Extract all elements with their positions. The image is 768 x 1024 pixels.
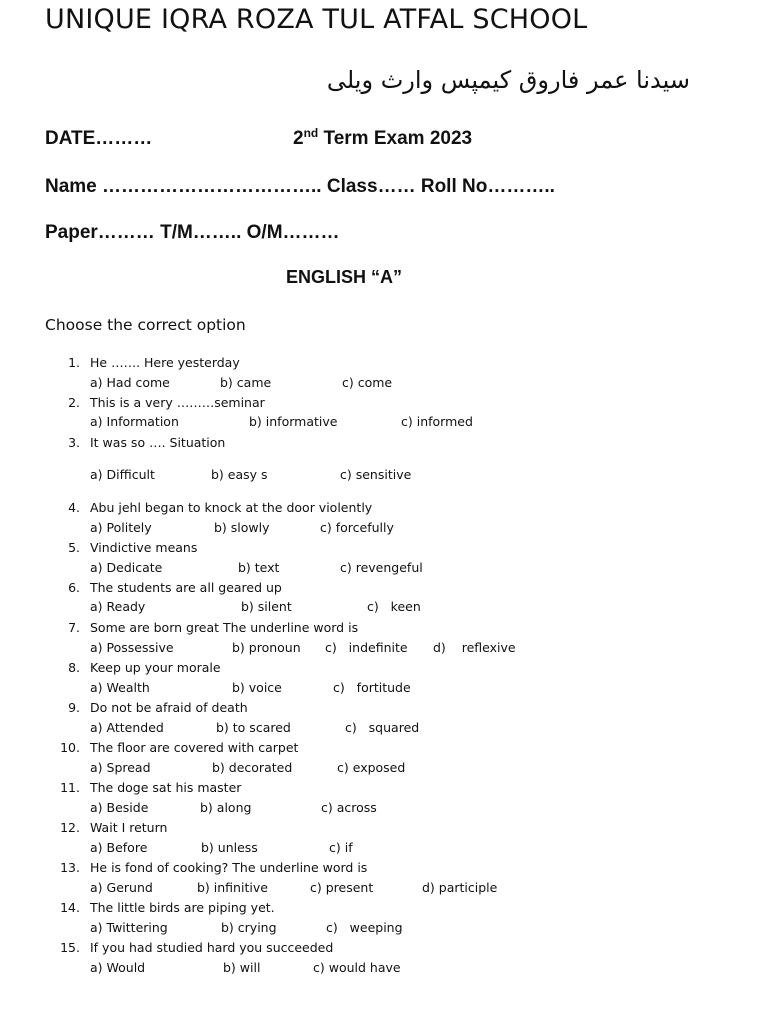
question-number: 13. — [60, 860, 80, 875]
student-info-line: Name …………………………….. Class…… Roll No……….. — [45, 176, 555, 197]
option: c) come — [342, 375, 393, 390]
question-number: 10. — [60, 740, 80, 755]
option: a) Difficult — [90, 467, 155, 482]
option: c) would have — [313, 960, 401, 975]
option: c) sensitive — [340, 467, 412, 482]
question-number: 6. — [68, 580, 80, 595]
option: c) weeping — [326, 920, 403, 935]
term-ordinal-suffix: nd — [303, 126, 319, 140]
option: a) Wealth — [90, 680, 150, 695]
option: a) Possessive — [90, 640, 174, 655]
option: c) fortitude — [333, 680, 411, 695]
option: b) pronoun — [232, 640, 301, 655]
question-number: 2. — [68, 395, 80, 410]
question-text: Vindictive means — [90, 540, 198, 555]
option: c) exposed — [337, 760, 406, 775]
option: a) Had come — [90, 375, 170, 390]
option: b) slowly — [214, 520, 270, 535]
question-text: Keep up your morale — [90, 660, 221, 675]
option: b) unless — [201, 840, 258, 855]
subject-title: ENGLISH “A” — [285, 267, 402, 287]
option: d) participle — [422, 880, 498, 895]
option: a) Dedicate — [90, 560, 163, 575]
option: b) voice — [232, 680, 282, 695]
question-text: Do not be afraid of death — [90, 700, 248, 715]
term-exam-text: Term Exam 2023 — [318, 128, 473, 149]
option: b) will — [223, 960, 261, 975]
question-number: 3. — [68, 435, 80, 450]
option: a) Attended — [90, 720, 164, 735]
question-number: 11. — [60, 780, 80, 795]
question-number: 7. — [68, 620, 80, 635]
term-number: 2 — [293, 128, 304, 149]
option: c) if — [329, 840, 353, 855]
question-text: It was so …. Situation — [90, 435, 226, 450]
option: b) easy s — [211, 467, 268, 482]
question-text: This is a very ………seminar — [90, 395, 265, 410]
option: a) Would — [90, 960, 146, 975]
option: a) Politely — [90, 520, 152, 535]
question-text: The doge sat his master — [90, 780, 242, 795]
option: a) Ready — [90, 599, 146, 614]
option: b) text — [238, 560, 280, 575]
option: c) keen — [367, 599, 421, 614]
option: b) crying — [221, 920, 277, 935]
question-text: If you had studied hard you succeeded — [90, 940, 334, 955]
question-text: The little birds are piping yet. — [90, 900, 275, 915]
option: b) silent — [241, 599, 292, 614]
option: a) Spread — [90, 760, 151, 775]
question-text: Abu jehl began to knock at the door violently — [90, 500, 373, 515]
question-text: The floor are covered with carpet — [90, 740, 299, 755]
option: b) informative — [249, 414, 338, 429]
question-number: 14. — [60, 900, 80, 915]
question-text: He ……. Here yesterday — [90, 355, 240, 370]
option: c) present — [310, 880, 374, 895]
option: b) infinitive — [197, 880, 268, 895]
question-text: Wait I return — [90, 820, 168, 835]
question-text: The students are all geared up — [90, 580, 282, 595]
option: c) squared — [345, 720, 420, 735]
option: c) revengeful — [340, 560, 423, 575]
date-field-label: DATE……… — [45, 128, 153, 149]
instructions: Choose the correct option — [45, 316, 246, 334]
option: b) decorated — [212, 760, 293, 775]
campus-name-urdu: سیدنا عمر فاروق کیمپس وارث ویلی — [326, 66, 690, 94]
question-number: 4. — [68, 500, 80, 515]
exam-term-title — [293, 128, 472, 150]
option: a) Before — [90, 840, 148, 855]
question-number: 12. — [60, 820, 80, 835]
option: a) Gerund — [90, 880, 153, 895]
question-number: 1. — [68, 355, 80, 370]
school-name: UNIQUE IQRA ROZA TUL ATFAL SCHOOL — [45, 4, 588, 35]
question-number: 9. — [68, 700, 80, 715]
paper-marks-line: Paper……… T/M…….. O/M……… — [45, 222, 340, 243]
option: d) reflexive — [433, 640, 516, 655]
option: a) Information — [90, 414, 179, 429]
question-number: 15. — [60, 940, 80, 955]
option: c) forcefully — [320, 520, 394, 535]
option: c) across — [321, 800, 377, 815]
question-text: He is fond of cooking? The underline word is — [90, 860, 368, 875]
option: c) indefinite — [325, 640, 408, 655]
question-number: 5. — [68, 540, 80, 555]
option: a) Beside — [90, 800, 149, 815]
option: b) came — [220, 375, 272, 390]
question-text: Some are born great The underline word is — [90, 620, 359, 635]
option: b) along — [200, 800, 252, 815]
option: a) Twittering — [90, 920, 168, 935]
option: b) to scared — [216, 720, 291, 735]
option: c) informed — [401, 414, 473, 429]
question-number: 8. — [68, 660, 80, 675]
